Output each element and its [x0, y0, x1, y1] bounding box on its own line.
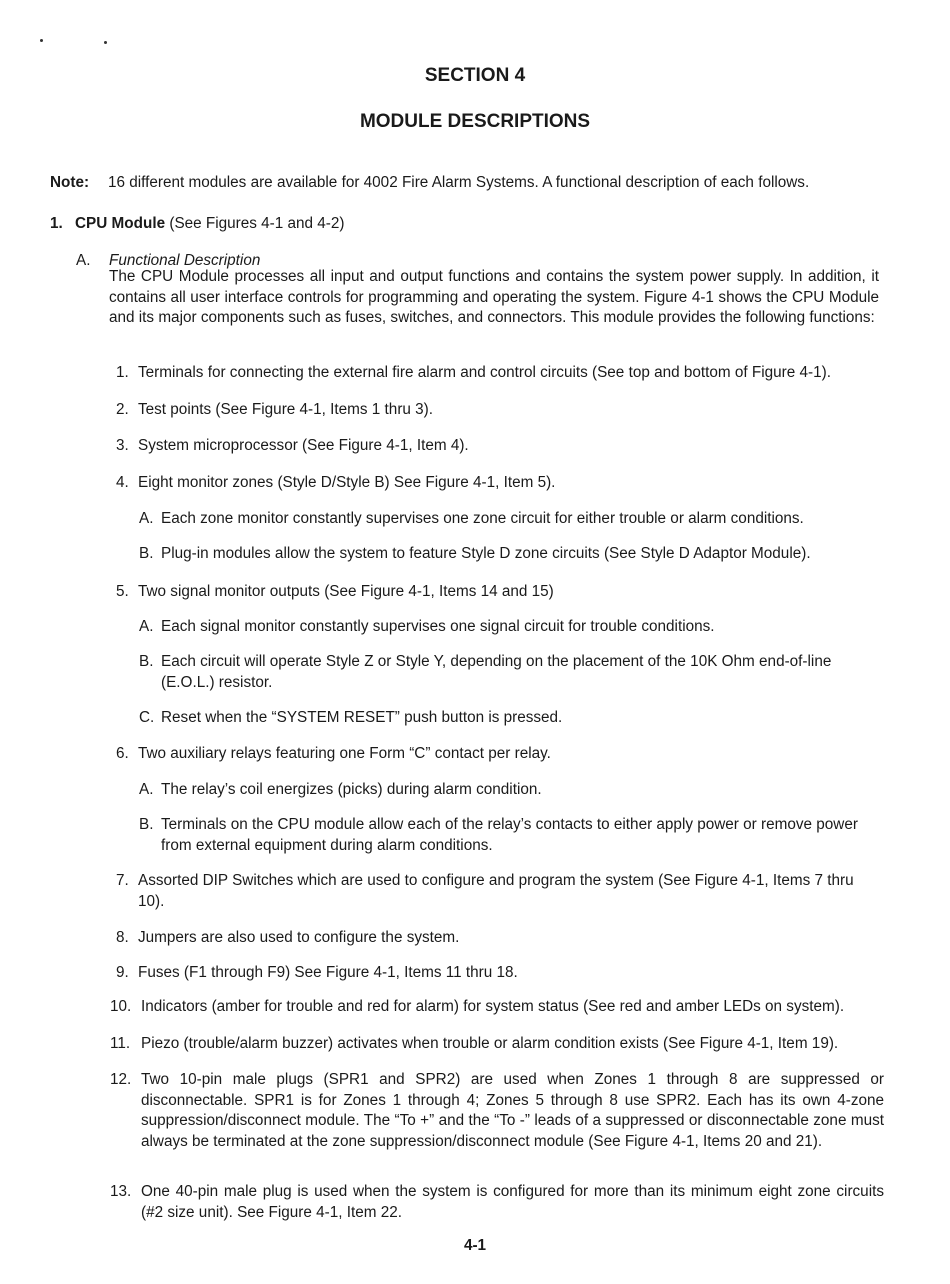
note-label: Note: — [50, 174, 90, 191]
note — [50, 173, 890, 194]
list-item: 3. System microprocessor (See Figure 4-1, Item 4). — [116, 437, 469, 454]
cpu-intro: The CPU Module processes all input and output functions and contains the system power supply. In addition, it contains all user interface controls for programming and operating the system. Figure 4-1 shows the CPU Module and its major components such as fuses, switches, and connectors. This module provides the following functions: — [109, 268, 879, 326]
sub-list-item: B. Terminals on the CPU module allow each of the relay’s contacts to either apply power or remove power from external equipment during alarm conditions. — [139, 816, 858, 854]
sub-list-item: A. Each zone monitor constantly supervises one zone circuit for either trouble or alarm conditions. — [139, 510, 804, 527]
section-title: SECTION 4 — [424, 65, 526, 86]
list-item: 9. Fuses (F1 through F9) See Figure 4-1, Items 11 thru 18. — [116, 964, 518, 981]
cpu-number: 1. — [50, 215, 63, 232]
list-item: 4. Eight monitor zones (Style D/Style B) See Figure 4-1, Item 5). — [116, 474, 556, 491]
cpu-title: CPU Module — [75, 215, 166, 232]
list-item: 2. Test points (See Figure 4-1, Items 1 thru 3). — [116, 401, 434, 418]
list-item: 11. Piezo (trouble/alarm buzzer) activates when trouble or alarm condition exists (See Figure 4-1, Item 19). — [110, 1035, 839, 1052]
note-text: 16 different modules are available for 4002 Fire Alarm Systems. A functional description of each follows. — [108, 174, 810, 191]
sub-title: Functional Description — [109, 252, 261, 269]
sub-list-item: C. Reset when the “SYSTEM RESET” push button is pressed. — [139, 709, 563, 726]
list-item: 12. Two 10-pin male plugs (SPR1 and SPR2) are used when Zones 1 through 8 are suppressed or disconnectable. SPR1 is for Zones 1 through 4; Zones 5 through 8 use SPR2. Each has its own 4-zone suppression/disconnect module. The “To +” and the “To -” leads of a suppressed or disconnectable zone must always be terminated at the zone suppression/disconnect module (See Figure 4-1, Items 20 and 21). — [110, 1071, 884, 1150]
list-item: 7. Assorted DIP Switches which are used to configure and program the system (See Figure 4-1, Items 7 thru 10). — [116, 872, 854, 910]
sub-list-item: A. The relay’s coil energizes (picks) during alarm condition. — [139, 781, 542, 798]
list-item: 6. Two auxiliary relays featuring one Form “C” contact per relay. — [116, 745, 551, 762]
sub-list-item: B. Each circuit will operate Style Z or Style Y, depending on the placement of the 10K Ohm end-of-line (E.O.L.) resistor. — [139, 653, 832, 691]
list-item: 5. Two signal monitor outputs (See Figure 4-1, Items 14 and 15) — [116, 583, 554, 600]
page-number: 4-1 — [463, 1237, 487, 1254]
list-item: 13. One 40-pin male plug is used when the system is configured for more than its minimum eight zone circuits (#2 size unit). See Figure 4-1, Item 22. — [110, 1183, 884, 1221]
cpu-heading — [50, 214, 345, 235]
scan-speck — [40, 39, 43, 42]
list-item: 1. Terminals for connecting the external fire alarm and control circuits (See top and bottom of Figure 4-1). — [116, 364, 831, 381]
sub-letter: A. — [76, 252, 91, 269]
sub-list-item: B. Plug-in modules allow the system to feature Style D zone circuits (See Style D Adaptor Module). — [139, 545, 811, 562]
sub-list-item: A. Each signal monitor constantly supervises one signal circuit for trouble conditions. — [139, 618, 715, 635]
cpu-ref: (See Figures 4-1 and 4-2) — [169, 215, 345, 232]
list-item: 10. Indicators (amber for trouble and red for alarm) for system status (See red and amber LEDs on system). — [110, 998, 845, 1015]
section-subtitle: MODULE DESCRIPTIONS — [359, 111, 591, 132]
scan-speck — [104, 41, 107, 44]
list-item: 8. Jumpers are also used to configure the system. — [116, 929, 460, 946]
